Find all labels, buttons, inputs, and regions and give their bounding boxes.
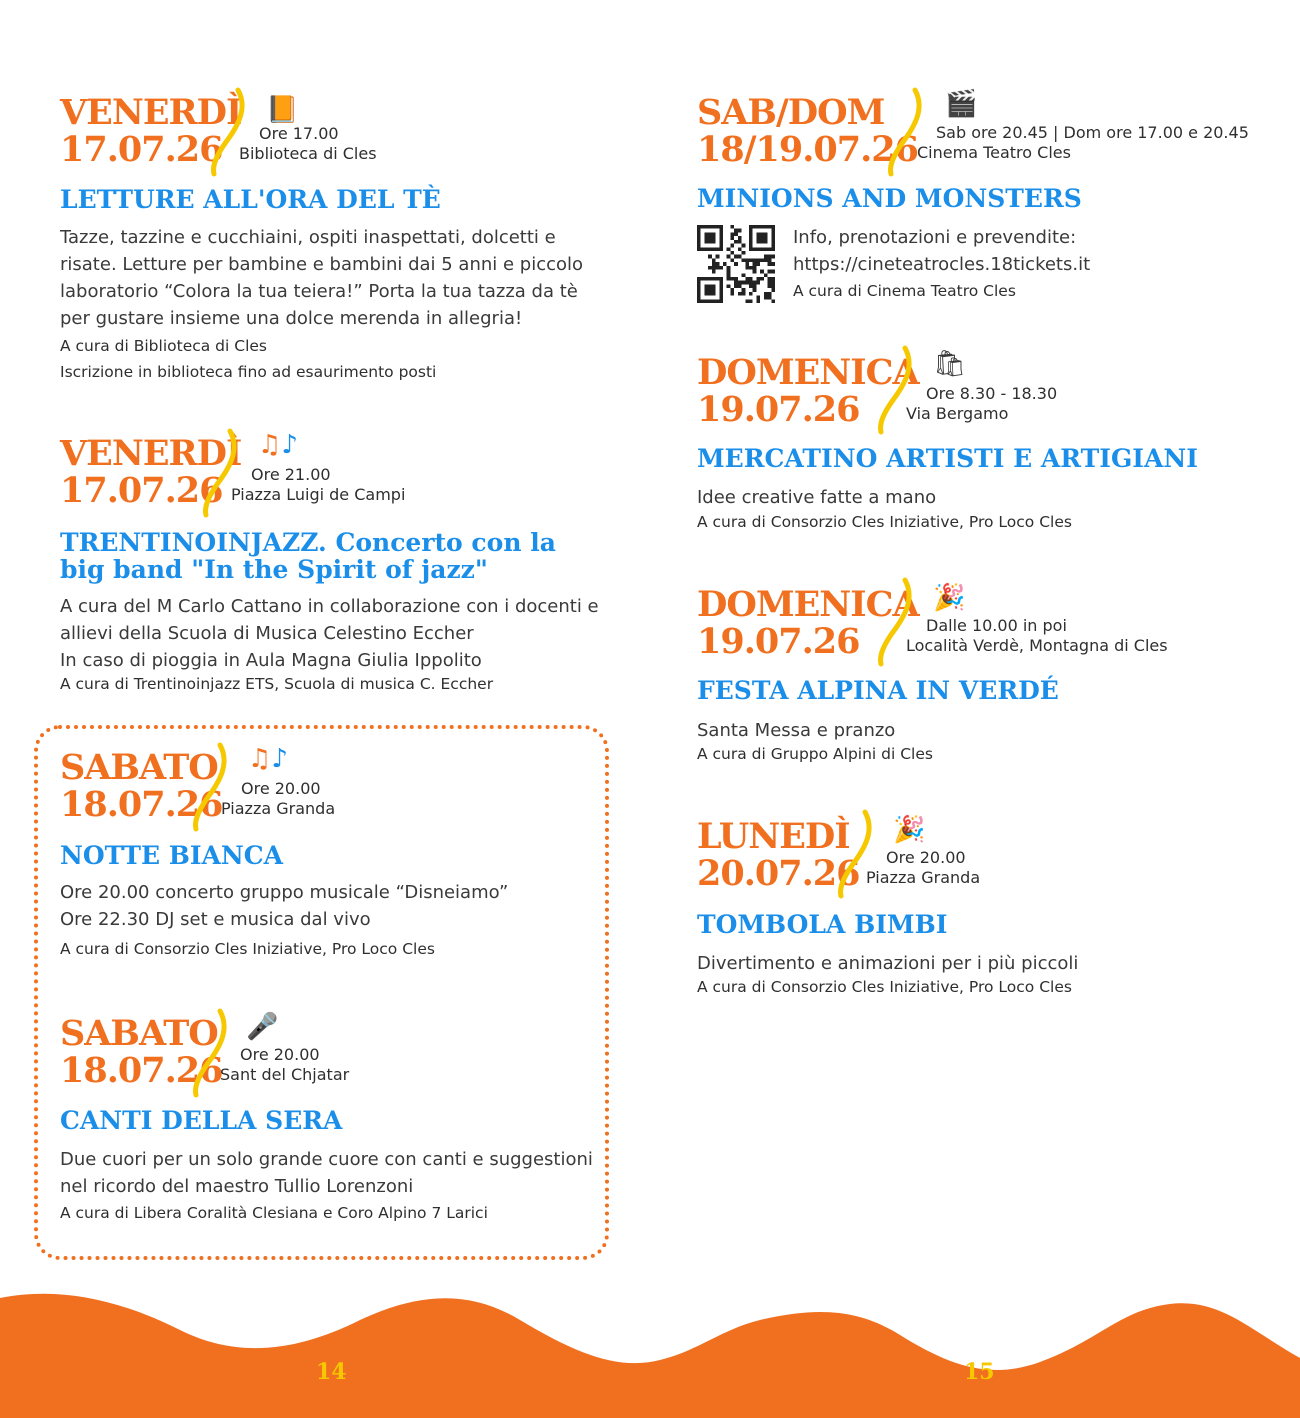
qr-code[interactable]: [697, 225, 775, 303]
event-date: 18/19.07.26: [697, 129, 918, 170]
shopping-bag-icon: 🛍: [933, 349, 967, 379]
event-day: SABATO: [60, 1013, 218, 1054]
music-notes-icon: ♫♪: [258, 430, 298, 460]
event-title: FESTA ALPINA IN VERDÉ: [697, 676, 1059, 705]
page-number-right: 15: [964, 1359, 995, 1385]
event-description: Due cuori per un solo grande cuore con canti e suggestioni nel ricordo del maestro Tullio Lorenzoni: [60, 1149, 593, 1197]
party-popper-icon: 🎉: [933, 583, 966, 613]
swoosh-divider: [190, 1007, 230, 1099]
event-time: Dalle 10.00 in poi: [926, 616, 1067, 635]
event-day: SAB/DOM: [697, 92, 885, 133]
event-card: [697, 583, 1277, 776]
event-card: [697, 89, 1277, 314]
event-date: 19.07.26: [697, 389, 860, 430]
event-note: A cura di Cinema Teatro Cles: [793, 282, 1016, 300]
event-time: Ore 20.00: [240, 1045, 320, 1064]
event-note: A cura di Trentinoinjazz ETS, Scuola di musica C. Eccher: [60, 675, 494, 693]
event-card: [60, 744, 600, 969]
event-date: 18.07.26: [60, 784, 223, 825]
event-title: TOMBOLA BIMBI: [697, 910, 948, 939]
event-time: Sab ore 20.45 | Dom ore 17.00 e 20.45: [936, 123, 1249, 142]
event-time: Ore 21.00: [251, 465, 331, 484]
event-description: Divertimento e animazioni per i più piccoli: [697, 953, 1079, 974]
event-info-link[interactable]: https://cineteatrocles.18tickets.it: [793, 254, 1091, 275]
event-time: Ore 20.00: [241, 779, 321, 798]
event-note: A cura di Consorzio Cles Iniziative, Pro Loco Cles: [60, 940, 435, 958]
event-description: Santa Messa e pranzo: [697, 720, 896, 741]
event-note: A cura di Gruppo Alpini di Cles: [697, 745, 933, 763]
event-card: [697, 349, 1277, 544]
swoosh-divider: [885, 86, 925, 178]
event-note: A cura di Consorzio Cles Iniziative, Pro Loco Cles: [697, 978, 1072, 996]
event-description: Ore 20.00 concerto gruppo musicale “Disneiamo” Ore 22.30 DJ set e musica dal vivo: [60, 882, 509, 930]
microphone-icon: 🎤: [246, 1012, 279, 1042]
event-time: Ore 8.30 - 18.30: [926, 384, 1058, 403]
music-notes-icon: ♫♪: [248, 744, 288, 774]
event-description: Idee creative fatte a mano: [697, 487, 937, 508]
event-place: Biblioteca di Cles: [239, 144, 377, 163]
event-title: LETTURE ALL'ORA DEL TÈ: [60, 185, 441, 214]
swoosh-divider: [200, 427, 240, 519]
event-place: Via Bergamo: [906, 404, 1009, 423]
event-title: CANTI DELLA SERA: [60, 1106, 343, 1135]
event-day: SABATO: [60, 747, 218, 788]
event-title: TRENTINOINJAZZ. Concerto con la big band "In the Spirit of jazz": [60, 528, 556, 584]
event-date: 17.07.26: [60, 470, 223, 511]
event-card: [697, 815, 1277, 1008]
swoosh-divider: [190, 741, 230, 833]
event-place: Piazza Granda: [866, 868, 981, 887]
party-popper-icon: 🎉: [893, 815, 926, 845]
page-number-left: 14: [316, 1359, 347, 1385]
event-place: Cinema Teatro Cles: [917, 143, 1071, 162]
event-note: A cura di Libera Coralità Clesiana e Coro Alpino 7 Larici: [60, 1204, 488, 1222]
swoosh-divider: [208, 86, 248, 178]
event-day: LUNEDÌ: [697, 816, 850, 857]
event-description: A cura del M Carlo Cattano in collaborazione con i docenti e allievi della Scuola di Musica Celestino Eccher In caso di pioggia in Aula Magna Giulia Ippolito: [60, 596, 599, 671]
event-card: [60, 430, 620, 705]
event-day: VENERDÌ: [60, 92, 242, 133]
event-description: Tazze, tazzine e cucchiaini, ospiti inaspettati, dolcetti e risate. Letture per bambine e bambini dai 5 anni e piccolo laboratorio “Colora la tua teiera!” Porta la tua tazza da tè per gustare insieme una dolce merenda in allegria!: [60, 227, 584, 329]
event-time: Ore 17.00: [259, 124, 339, 143]
event-date: 17.07.26: [60, 129, 223, 170]
event-date: 18.07.26: [60, 1050, 223, 1091]
event-date: 19.07.26: [697, 621, 860, 662]
event-card: [60, 94, 620, 394]
footer-wave: [0, 1290, 1300, 1418]
event-note: Iscrizione in biblioteca fino ad esaurimento posti: [60, 363, 437, 381]
event-place: Località Verdè, Montagna di Cles: [906, 636, 1168, 655]
event-card: [60, 1012, 600, 1235]
book-icon: 📙: [266, 95, 299, 125]
event-note: A cura di Consorzio Cles Iniziative, Pro Loco Cles: [697, 513, 1072, 531]
event-place: Piazza Luigi de Campi: [231, 485, 406, 504]
event-info-line: Info, prenotazioni e prevendite:: [793, 227, 1077, 248]
event-place: Piazza Granda: [221, 799, 336, 818]
event-title: NOTTE BIANCA: [60, 841, 284, 870]
event-day: DOMENICA: [697, 352, 919, 393]
event-title: MINIONS AND MONSTERS: [697, 184, 1082, 213]
event-place: Sant del Chjatar: [220, 1065, 350, 1084]
event-date: 20.07.26: [697, 853, 860, 894]
event-day: VENERDÌ: [60, 433, 242, 474]
event-time: Ore 20.00: [886, 848, 966, 867]
clapperboard-icon: 🎬: [945, 89, 978, 119]
event-day: DOMENICA: [697, 584, 919, 625]
event-note: A cura di Biblioteca di Cles: [60, 337, 267, 355]
event-title: MERCATINO ARTISTI E ARTIGIANI: [697, 444, 1198, 473]
